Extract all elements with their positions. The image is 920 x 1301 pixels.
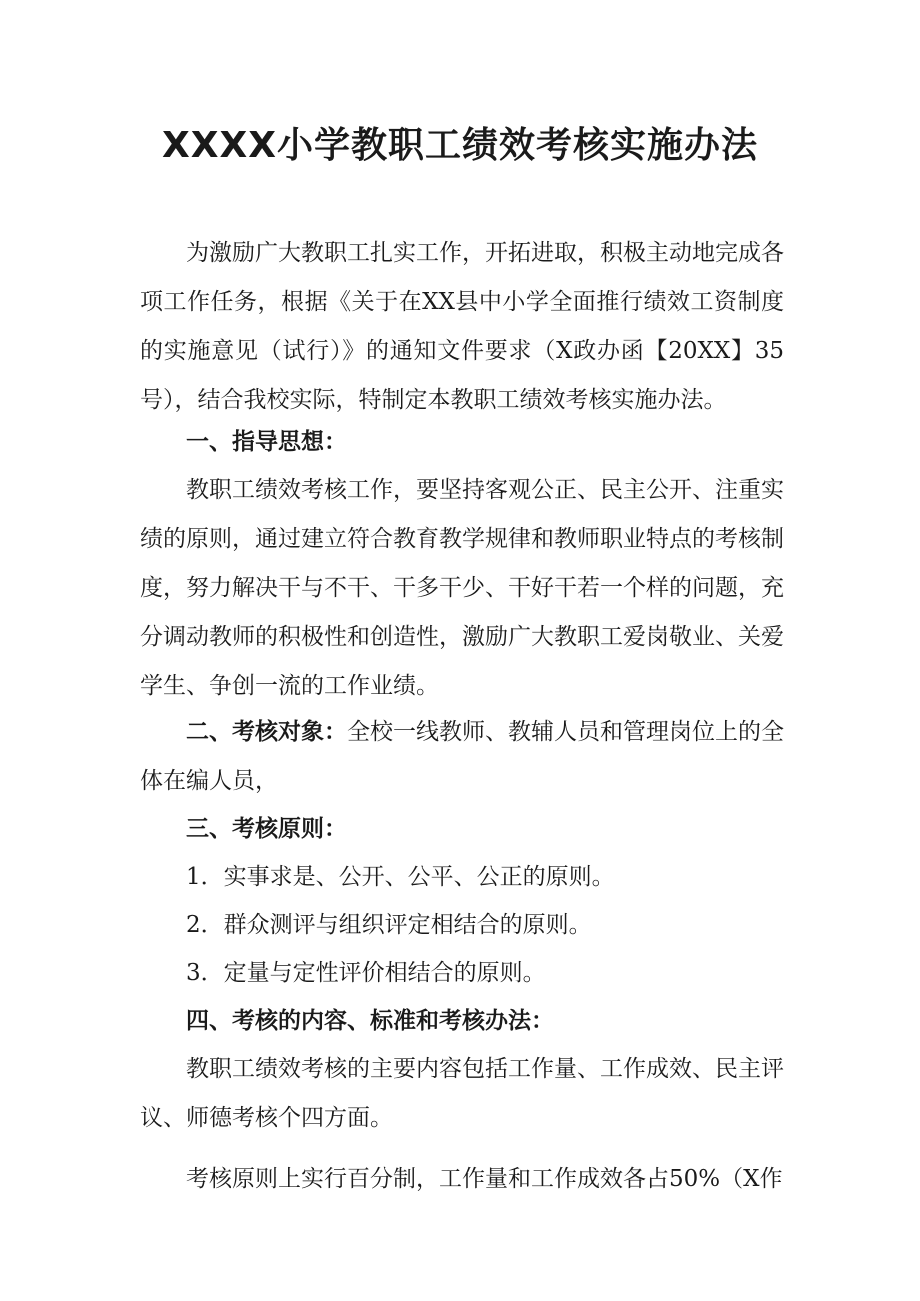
principle-list-item: 1．实事求是、公开、公平、公正的原则。 [186,864,615,890]
assessment-target-paragraph [140,708,784,806]
content-paragraph: 教职工绩效考核的主要内容包括工作量、工作成效、民主评议、师德考核个四方面。 [140,1056,784,1131]
guiding-thought-paragraph: 教职工绩效考核工作，要坚持客观公正、民主公开、注重实绩的原则，通过建立符合教育教学规律和教师职业特点的考核制度，努力解决干与不干、干多干少、干好干若一个样的问题，充分调动教师的积极性和创造性，激励广大教职工爱岗敬业、关爱学生、争创一流的工作业绩。 [140,477,784,699]
principle-list-item: 3．定量与定性评价相结合的原则。 [186,960,546,986]
assessment-target-text: 全校一线教师、教辅人员和管理岗位上的全体在编人员， [140,719,784,794]
section-heading-assessment-principles: 三、考核原则： [186,816,347,842]
section-heading-content-and-methods: 四、考核的内容、标准和考核办法： [186,1008,554,1034]
section-heading-guiding-thought: 一、指导思想： [186,429,347,455]
intro-paragraph: 为激励广大教职工扎实工作，开拓进取，积极主动地完成各项工作任务，根据《关于在XX县中小学全面推行绩效工资制度的实施意见（试行）》的通知文件要求（X政办函【20XX】35号），结合我校实际，特制定本教职工绩效考核实施办法。 [140,240,784,413]
principle-list-item: 2．群众测评与组织评定相结合的原则。 [186,912,592,938]
page-title: XXXX小学教职工绩效考核实施办法 [161,125,759,166]
scoring-paragraph: 考核原则上实行百分制，工作量和工作成效各占50%（X作 [186,1166,783,1192]
section-heading-assessment-target: 二、考核对象： [186,719,347,745]
